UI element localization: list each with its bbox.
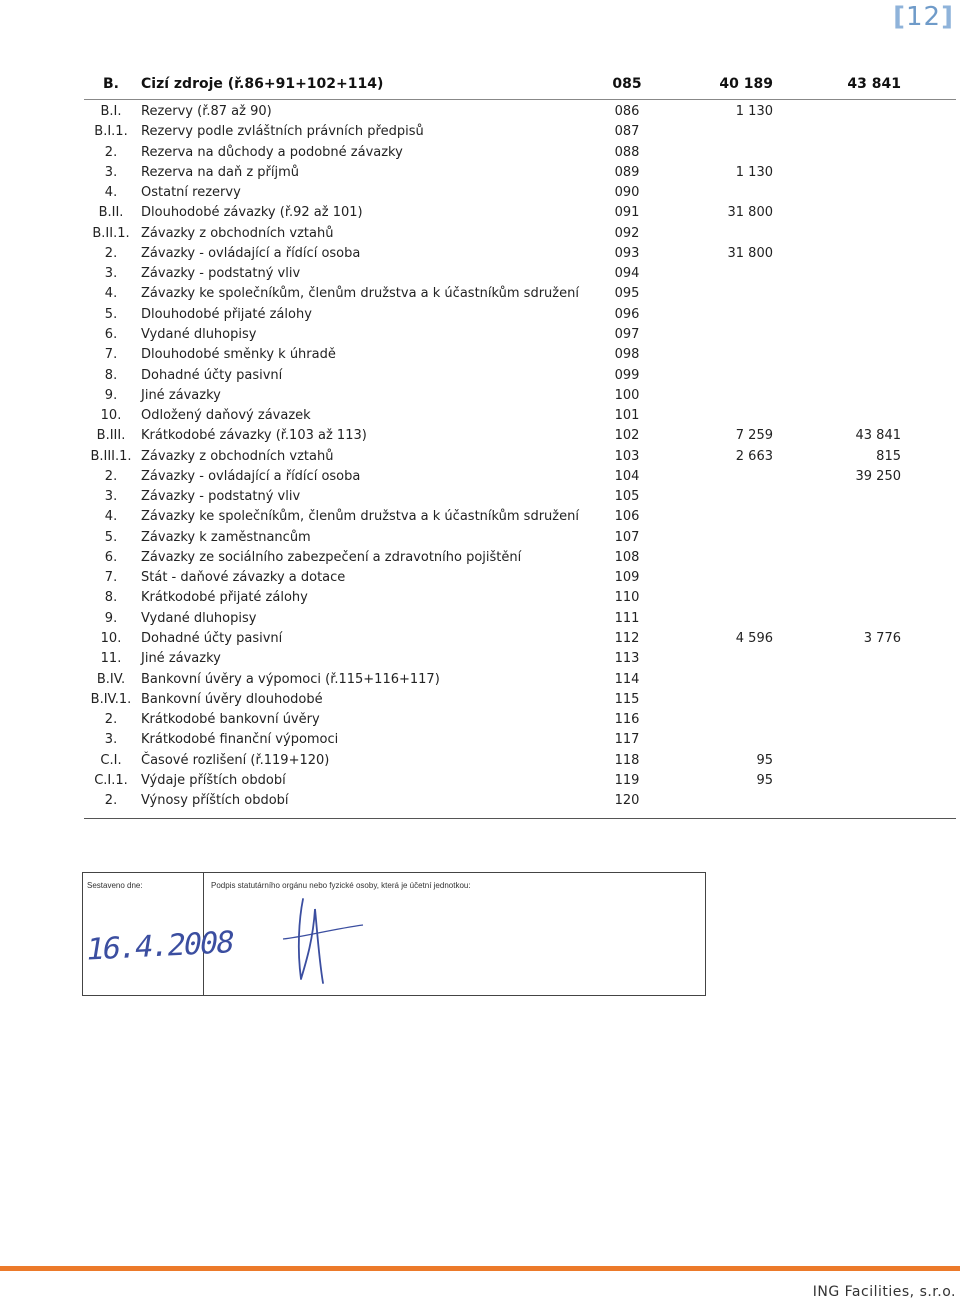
- row-number: 088: [614, 144, 640, 160]
- table-row: [0, 631, 960, 651]
- row-code: C.I.: [100, 752, 122, 768]
- row-number: 099: [614, 367, 640, 383]
- row-number: 098: [614, 347, 640, 363]
- row-number: 086: [614, 104, 640, 119]
- row-label: Odložený daňový závazek: [141, 408, 311, 424]
- row-number: 114: [614, 671, 640, 687]
- row-label: Závazky ke společníkům, členům družstva a k účastníkům sdružení: [141, 286, 579, 302]
- row-number: 119: [614, 772, 640, 788]
- row-value-current: 95: [756, 752, 773, 768]
- row-label: Vydané dluhopisy: [141, 326, 257, 342]
- row-number: 103: [614, 448, 640, 464]
- page-number: [893, 2, 954, 32]
- table-row: [0, 104, 960, 124]
- row-value-previous: 43 841: [855, 428, 901, 444]
- table-row: [0, 469, 960, 489]
- row-label: Závazky ze sociálního zabezpečení a zdravotního pojištění: [141, 549, 522, 565]
- row-number: 100: [614, 387, 640, 403]
- table-row: [0, 590, 960, 610]
- row-value-current: 4 596: [735, 631, 773, 647]
- table-row: [0, 692, 960, 712]
- row-label: Rezerva na důchody a podobné závazky: [141, 144, 403, 160]
- row-label: Závazky - podstatný vliv: [141, 266, 301, 282]
- row-value-previous: 815: [876, 448, 901, 464]
- table-row: [0, 732, 960, 752]
- row-code: 10.: [100, 631, 122, 647]
- row-value-previous: 3 776: [863, 631, 901, 647]
- row-number: 089: [614, 164, 640, 180]
- row-code: 11.: [100, 651, 122, 667]
- row-label: Rezervy (ř.87 až 90): [141, 104, 272, 119]
- row-value-previous: 39 250: [855, 468, 901, 484]
- row-value-current: 1 130: [735, 104, 773, 119]
- row-code: B.III.: [96, 428, 126, 444]
- row-label: Závazky ke společníkům, členům družstva a k účastníkům sdružení: [141, 509, 579, 525]
- row-number: 118: [614, 752, 640, 768]
- header-value-previous: 43 841: [847, 76, 901, 92]
- row-label: Dlouhodobé směnky k úhradě: [141, 347, 336, 363]
- table-row: [0, 388, 960, 408]
- row-label: Závazky - podstatný vliv: [141, 489, 301, 505]
- row-number: 097: [614, 326, 640, 342]
- row-code: 4.: [104, 509, 118, 525]
- header-divider: [84, 99, 956, 100]
- row-label: Rezervy podle zvláštních právních předpisů: [141, 124, 424, 140]
- table-row: [0, 124, 960, 144]
- bracket-right-icon: ]: [941, 2, 954, 32]
- row-label: Závazky k zaměstnancům: [141, 529, 311, 545]
- row-code: B.III.1.: [90, 448, 132, 464]
- row-number: 106: [614, 509, 640, 525]
- row-number: 096: [614, 306, 640, 322]
- row-value-current: 31 800: [727, 205, 773, 221]
- row-label: Krátkodobé závazky (ř.103 až 113): [141, 428, 367, 444]
- row-number: 116: [614, 712, 640, 728]
- header-row-number: 085: [612, 76, 642, 92]
- row-value-current: 31 800: [727, 245, 773, 261]
- table-row: [0, 226, 960, 246]
- row-code: 9.: [104, 610, 118, 626]
- header-label: Cizí zdroje (ř.86+91+102+114): [141, 76, 384, 92]
- table-row: [0, 550, 960, 570]
- row-code: 2.: [104, 468, 118, 484]
- row-code: 3.: [104, 164, 118, 180]
- row-code: C.I.1.: [94, 772, 128, 788]
- row-label: Dohadné účty pasivní: [141, 631, 283, 647]
- table-row: [0, 611, 960, 631]
- signatory-label: Podpis statutárního orgánu nebo fyzické osoby, která je účetní jednotkou:: [211, 881, 471, 890]
- footer-company-name: ING Facilities, s.r.o.: [812, 1284, 956, 1300]
- row-code: B.IV.: [96, 671, 126, 687]
- row-value-current: 2 663: [735, 448, 773, 464]
- signature-box: [82, 872, 706, 996]
- table-row: [0, 145, 960, 165]
- table-row: [0, 753, 960, 773]
- row-code: B.IV.1.: [90, 691, 132, 707]
- table-row: [0, 530, 960, 550]
- row-label: Závazky - ovládající a řídící osoba: [141, 468, 361, 484]
- row-code: 2.: [104, 245, 118, 261]
- row-label: Dlouhodobé závazky (ř.92 až 101): [141, 205, 363, 221]
- table-header-row: [0, 72, 960, 98]
- row-number: 117: [614, 732, 640, 748]
- row-number: 092: [614, 225, 640, 241]
- row-number: 105: [614, 489, 640, 505]
- row-label: Rezerva na daň z příjmů: [141, 164, 300, 180]
- row-label: Krátkodobé finanční výpomoci: [141, 732, 339, 748]
- row-code: B.I.1.: [94, 124, 128, 140]
- row-code: 4.: [104, 286, 118, 302]
- row-number: 091: [614, 205, 640, 221]
- table-row: [0, 205, 960, 225]
- table-row: [0, 368, 960, 388]
- row-number: 095: [614, 286, 640, 302]
- row-code: B.II.1.: [92, 225, 130, 241]
- table-row: [0, 428, 960, 448]
- row-code: 3.: [104, 266, 118, 282]
- row-code: 2.: [104, 144, 118, 160]
- row-number: 115: [614, 691, 640, 707]
- row-code: 9.: [104, 387, 118, 403]
- row-number: 109: [614, 570, 640, 586]
- row-value-current: 95: [756, 772, 773, 788]
- row-number: 112: [614, 631, 640, 647]
- row-code: 10.: [100, 408, 122, 424]
- row-code: 8.: [104, 367, 118, 383]
- row-number: 102: [614, 428, 640, 444]
- table-row: [0, 773, 960, 793]
- handwritten-date: 16.4.2008: [83, 925, 236, 968]
- row-code: 5.: [104, 529, 118, 545]
- row-code: 7.: [104, 347, 118, 363]
- row-number: 093: [614, 245, 640, 261]
- table-row: [0, 185, 960, 205]
- row-label: Bankovní úvěry a výpomoci (ř.115+116+117): [141, 671, 440, 687]
- row-code: 5.: [104, 306, 118, 322]
- row-label: Dohadné účty pasivní: [141, 367, 283, 383]
- date-label: Sestaveno dne:: [87, 881, 143, 890]
- table-row: [0, 570, 960, 590]
- row-number: 090: [614, 185, 640, 201]
- row-number: 108: [614, 549, 640, 565]
- handwritten-signature-icon: [273, 879, 393, 995]
- row-number: 104: [614, 468, 640, 484]
- bracket-left-icon: [: [893, 2, 907, 32]
- row-label: Výnosy příštích období: [141, 793, 289, 809]
- row-code: 6.: [104, 549, 118, 565]
- row-number: 120: [614, 793, 640, 809]
- row-number: 101: [614, 408, 640, 424]
- footer-orange-bar: [0, 1266, 960, 1271]
- row-number: 094: [614, 266, 640, 282]
- row-number: 110: [614, 590, 640, 606]
- row-code: B.II.: [98, 205, 124, 221]
- row-label: Krátkodobé přijaté zálohy: [141, 590, 308, 606]
- row-code: 4.: [104, 185, 118, 201]
- header-value-current: 40 189: [719, 76, 773, 92]
- row-code: 3.: [104, 732, 118, 748]
- row-number: 113: [614, 651, 640, 667]
- row-label: Jiné závazky: [141, 651, 221, 667]
- table-row: [0, 509, 960, 529]
- table-row: [0, 286, 960, 306]
- row-code: B.I.: [100, 104, 122, 119]
- table-bottom-divider: [84, 818, 956, 819]
- table-row: [0, 449, 960, 469]
- row-label: Stát - daňové závazky a dotace: [141, 570, 346, 586]
- table-row: [0, 347, 960, 367]
- row-code: 2.: [104, 793, 118, 809]
- row-number: 087: [614, 124, 640, 140]
- row-number: 111: [614, 610, 640, 626]
- row-code: 3.: [104, 489, 118, 505]
- table-row: [0, 165, 960, 185]
- table-row: [0, 793, 960, 813]
- table-row: [0, 408, 960, 428]
- table-row: [0, 266, 960, 286]
- table-row: [0, 651, 960, 671]
- row-code: 6.: [104, 326, 118, 342]
- row-label: Vydané dluhopisy: [141, 610, 257, 626]
- row-value-current: 7 259: [735, 428, 773, 444]
- table-row: [0, 327, 960, 347]
- row-value-current: 1 130: [735, 164, 773, 180]
- table-row: [0, 672, 960, 692]
- row-label: Časové rozlišení (ř.119+120): [141, 752, 330, 768]
- row-label: Ostatní rezervy: [141, 185, 241, 201]
- row-label: Dlouhodobé přijaté zálohy: [141, 306, 312, 322]
- table-row: [0, 307, 960, 327]
- row-number: 107: [614, 529, 640, 545]
- row-label: Výdaje příštích období: [141, 772, 286, 788]
- row-label: Bankovní úvěry dlouhodobé: [141, 691, 323, 707]
- row-code: 2.: [104, 712, 118, 728]
- page-number-value: 12: [906, 2, 942, 32]
- table-row: [0, 489, 960, 509]
- row-code: 8.: [104, 590, 118, 606]
- table-row: [0, 712, 960, 732]
- table-row: [0, 246, 960, 266]
- row-code: 7.: [104, 570, 118, 586]
- row-label: Jiné závazky: [141, 387, 221, 403]
- row-label: Krátkodobé bankovní úvěry: [141, 712, 320, 728]
- row-label: Závazky z obchodních vztahů: [141, 448, 334, 464]
- row-label: Závazky z obchodních vztahů: [141, 225, 334, 241]
- header-code: B.: [103, 76, 119, 92]
- row-label: Závazky - ovládající a řídící osoba: [141, 245, 361, 261]
